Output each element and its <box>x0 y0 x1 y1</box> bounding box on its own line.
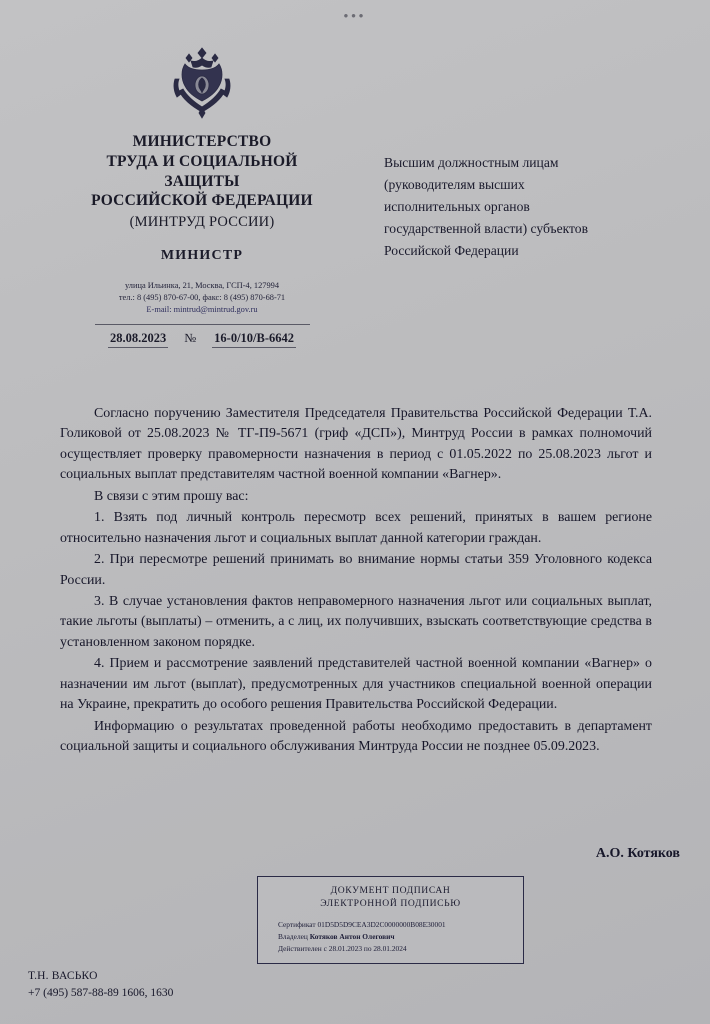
ministry-short-name: (МИНТРУД РОССИИ) <box>129 214 275 231</box>
addressee-block <box>384 152 674 262</box>
address-line: улица Ильинка, 21, Москва, ГСП-4, 127994 <box>124 280 280 290</box>
email-line: E-mail: mintrud@mintrud.gov.ru <box>146 305 258 315</box>
stamp-certificate-value: 01D5D5D9CEA3D2C0000000B08E30001 <box>317 919 446 929</box>
window-menu-dots[interactable]: ••• <box>343 8 367 23</box>
stamp-validity-label: Действителен <box>278 943 322 953</box>
body-paragraph: Информацию о результатах проведенной работы необходимо предоставить в департамент социальной защиты и социального обслуживания Минтруда России не позднее 05.09.2023. <box>60 718 652 754</box>
contact-block <box>62 280 342 317</box>
body-paragraph: 2. При пересмотре решений принимать во внимание нормы статьи 359 Уголовного кодекса России. <box>60 552 652 588</box>
letterhead <box>62 44 342 348</box>
ministry-line-1: МИНИСТЕРСТВО <box>132 133 272 150</box>
ministry-line-3: ЗАЩИТЫ <box>164 172 240 190</box>
body-paragraph: 3. В случае установления фактов неправомерного назначения льгот или социальных выплат, такие льготы (выплаты) – отменить, а с лиц, их получивших, взыскать соответствующие средства в установленном законом порядке. <box>60 593 652 650</box>
electronic-signature-stamp <box>257 876 524 964</box>
post-title: МИНИСТР <box>160 247 244 263</box>
number-label: № <box>184 331 197 346</box>
signature-name: А.О. Котяков <box>595 846 680 861</box>
stamp-certificate-line <box>278 919 517 931</box>
stamp-validity-value: с 28.01.2023 по 28.01.2024 <box>323 943 407 953</box>
stamp-owner-label: Владелец <box>278 931 308 941</box>
body-paragraph: Согласно поручению Заместителя Председателя Правительства Российской Федерации Т.А. Голиковой от 25.08.2023 № ТГ-П9-5671 (гриф «ДСП»), Минтруд России в рамках полномочий осуществляет проверку правомерности назначения в период с 01.05.2022 по 25.08.2023 льгот и социальных выплат представителям частной военной компании «Вагнер». <box>60 406 652 483</box>
document-body <box>60 404 652 758</box>
executor-block <box>28 968 173 1003</box>
body-paragraph: 4. Прием и рассмотрение заявлений представителей частной военной компании «Вагнер» о назначении им льгот (выплат), предусмотренных для участников специальной военной операции на Украине, прекратить до особого решения Правительства Российской Федерации. <box>60 656 652 713</box>
addressee-line-3: исполнительных органов <box>384 199 530 215</box>
body-paragraph: В связи с этим прошу вас: <box>94 488 249 504</box>
body-paragraph: 1. Взять под личный контроль пересмотр всех решений, принятых в вашем регионе относительно назначения льгот и социальных выплат данной категории граждан. <box>60 510 652 546</box>
stamp-validity-line <box>278 943 517 955</box>
document-date: 28.08.2023 <box>108 331 168 348</box>
stamp-owner-line <box>278 931 517 943</box>
russian-coat-of-arms-icon <box>62 44 342 122</box>
addressee-line-5: Российской Федерации <box>384 243 519 259</box>
ministry-name <box>62 132 342 232</box>
addressee-line-1: Высшим должностным лицам <box>384 155 559 170</box>
stamp-title-line-2: ЭЛЕКТРОННОЙ ПОДПИСЬЮ <box>320 897 461 909</box>
phone-line: тел.: 8 (495) 870-67-00, факс: 8 (495) 870-68-71 <box>118 293 286 303</box>
executor-phone: +7 (495) 587-88-89 1606, 1630 <box>28 986 174 999</box>
addressee-line-2: (руководителям высших <box>384 177 525 193</box>
header-divider <box>95 324 310 325</box>
document-number: 16-0/10/В-6642 <box>212 331 296 348</box>
ministry-line-2: ТРУДА И СОЦИАЛЬНОЙ <box>106 152 298 170</box>
addressee-line-4: государственной власти) субъектов <box>384 221 589 237</box>
document-number-block <box>62 331 342 348</box>
executor-name: Т.Н. ВАСЬКО <box>28 969 98 982</box>
stamp-title-line-1: ДОКУМЕНТ ПОДПИСАН <box>330 885 451 896</box>
ministry-line-4: РОССИЙСКОЙ ФЕДЕРАЦИИ <box>91 192 313 210</box>
stamp-certificate-label: Сертификат <box>278 919 316 929</box>
stamp-owner-value: Котяков Антон Олегович <box>309 931 395 941</box>
